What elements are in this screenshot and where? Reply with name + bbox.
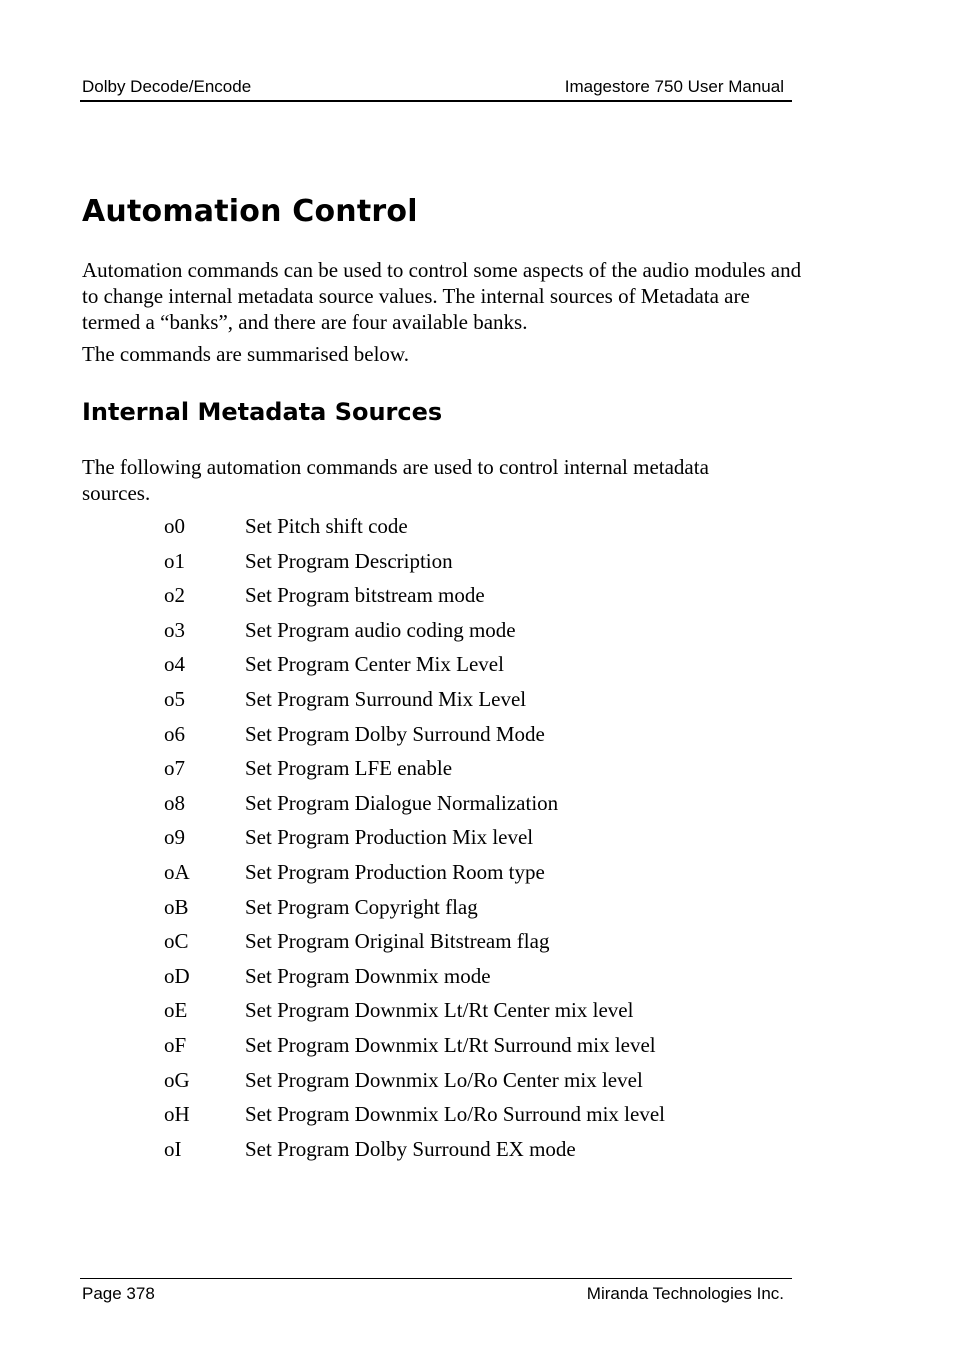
page-number: Page 378 xyxy=(82,1284,155,1303)
command-code: o6 xyxy=(164,721,185,746)
command-code: o3 xyxy=(164,617,185,642)
command-code: o7 xyxy=(164,756,185,781)
page-header xyxy=(80,76,792,102)
command-description: Set Program Downmix Lo/Ro Surround mix level xyxy=(245,1102,665,1127)
subsection-intro: The following automation commands are used to control internal metadata sources. xyxy=(82,455,709,505)
command-code: o4 xyxy=(164,652,185,677)
command-code: oD xyxy=(164,963,190,988)
command-description: Set Program Downmix Lt/Rt Surround mix level xyxy=(245,1032,656,1057)
command-code: o1 xyxy=(164,548,185,573)
section-paragraph-2: The commands are summarised below. xyxy=(82,342,409,366)
section-paragraph-1: Automation commands can be used to control some aspects of the audio modules and to change internal metadata source values. The internal sources of Metadata are termed a “banks”, and there are four available banks. xyxy=(82,258,802,334)
command-code: oE xyxy=(164,998,188,1023)
command-description: Set Program Downmix Lo/Ro Center mix level xyxy=(245,1067,643,1092)
command-code: o8 xyxy=(164,790,185,815)
command-description: Set Program Dolby Surround Mode xyxy=(245,721,545,746)
command-description: Set Program Surround Mix Level xyxy=(245,686,527,711)
command-code: o5 xyxy=(164,686,185,711)
command-description: Set Program Downmix Lt/Rt Center mix level xyxy=(245,998,634,1023)
section-title: Automation Control xyxy=(82,194,418,229)
command-description: Set Program Production Mix level xyxy=(245,825,534,850)
footer-company: Miranda Technologies Inc. xyxy=(586,1284,784,1303)
command-code: oF xyxy=(164,1032,187,1057)
command-description: Set Program Downmix mode xyxy=(245,963,491,988)
command-description: Set Program Dolby Surround EX mode xyxy=(245,1136,576,1161)
command-description: Set Program Center Mix Level xyxy=(245,652,504,677)
command-code: oC xyxy=(164,929,189,954)
command-code: oG xyxy=(164,1067,190,1092)
command-code: oH xyxy=(164,1102,190,1127)
command-description: Set Program Description xyxy=(245,548,453,573)
command-description: Set Program Dialogue Normalization xyxy=(245,790,559,815)
command-code: o9 xyxy=(164,825,185,850)
command-description: Set Program Production Room type xyxy=(245,859,545,884)
command-code: oI xyxy=(164,1136,182,1161)
command-description: Set Pitch shift code xyxy=(245,514,408,538)
command-description: Set Program LFE enable xyxy=(245,756,453,781)
header-chapter: Dolby Decode/Encode xyxy=(82,77,252,96)
command-description: Set Program Original Bitstream flag xyxy=(245,929,550,954)
command-code: oB xyxy=(164,894,189,919)
command-code: o2 xyxy=(164,583,185,608)
command-description: Set Program audio coding mode xyxy=(245,617,516,642)
header-manual-title: Imagestore 750 User Manual xyxy=(564,77,784,96)
command-code: oA xyxy=(164,859,190,884)
command-description: Set Program Copyright flag xyxy=(245,894,478,919)
command-code: o0 xyxy=(164,514,185,538)
subsection-title: Internal Metadata Sources xyxy=(82,398,443,426)
page-footer xyxy=(80,1278,792,1309)
command-description: Set Program bitstream mode xyxy=(245,583,485,608)
